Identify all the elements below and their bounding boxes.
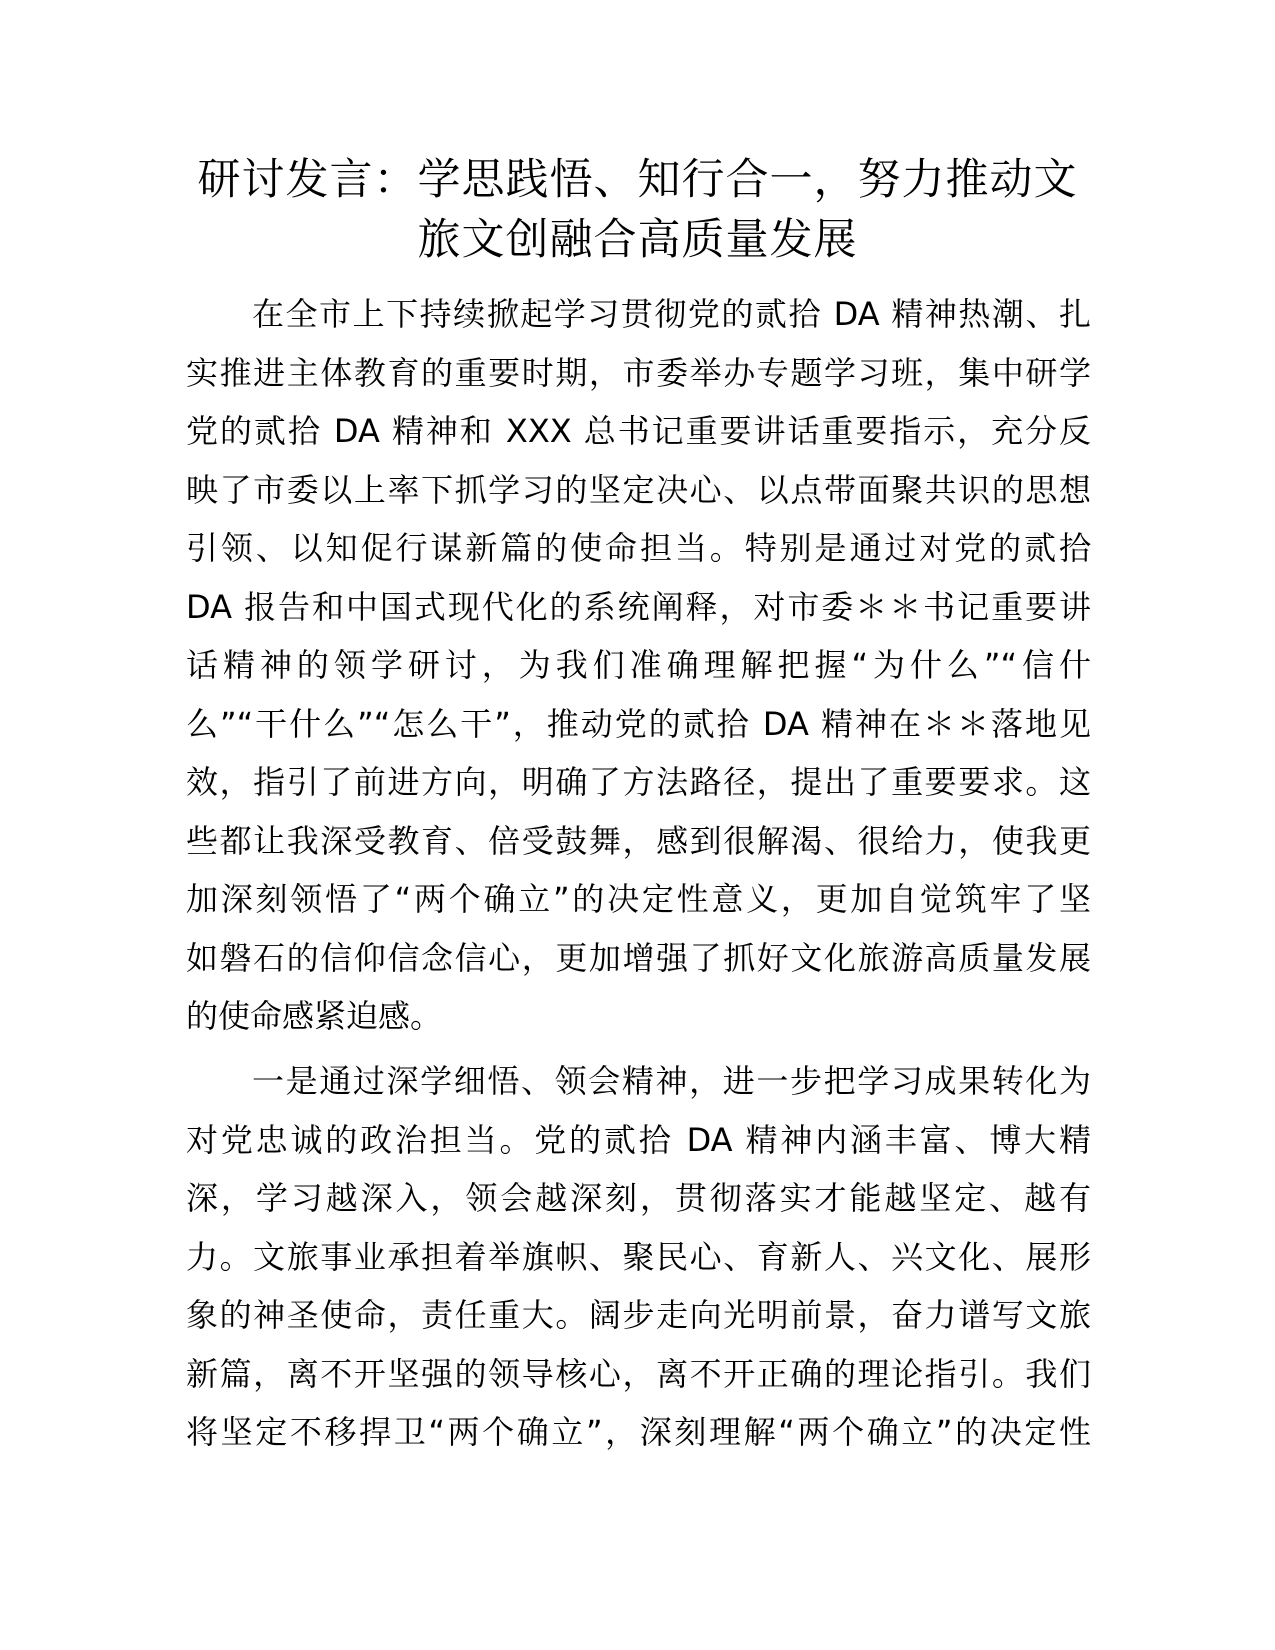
body-paragraph: [186, 285, 1091, 1046]
text-line: 党的贰拾 DA 精神和 XXX 总书记重要讲话重要指示，充分反: [186, 412, 1091, 450]
text-line: 些都让我深受教育、倍受鼓舞，感到很解渴、很给力，使我更: [186, 821, 1091, 860]
text-line: 深，学习越深入，领会越深刻，贯彻落实才能越坚定、越有: [186, 1179, 1091, 1217]
text-line: 映了市委以上率下抓学习的坚定决心、以点带面聚共识的思想: [186, 470, 1091, 509]
text-line: 加深刻领悟了“两个确立”的决定性意义，更加自觉筑牢了坚: [186, 880, 1091, 918]
text-line: DA 报告和中国式现代化的系统阐释，对市委＊＊书记重要讲: [186, 587, 1091, 626]
text-line: 话精神的领学研讨，为我们准确理解把握“为什么”“信什: [186, 646, 1091, 684]
text-line: 一是通过深学细悟、领会精神，进一步把学习成果转化为: [252, 1062, 1091, 1100]
title-line: 旅文创融合高质量发展: [417, 215, 858, 265]
text-line: 的使命感紧迫感。: [186, 997, 443, 1035]
document-title: [170, 150, 1105, 270]
body-paragraph: [186, 1052, 1091, 1462]
text-line: 对党忠诚的政治担当。党的贰拾 DA 精神内涵丰富、博大精: [186, 1120, 1091, 1159]
text-line: 新篇，离不开坚强的领导核心，离不开正确的理论指引。我们: [186, 1354, 1091, 1393]
text-line: 如磐石的信仰信念信心，更加增强了抓好文化旅游高质量发展: [186, 938, 1091, 977]
text-line: 将坚定不移捍卫“两个确立”，深刻理解“两个确立”的决定性: [186, 1413, 1091, 1451]
text-line: 实推进主体教育的重要时期，市委举办专题学习班，集中研学: [186, 353, 1091, 392]
text-line: 在全市上下持续掀起学习贯彻党的贰拾 DA 精神热潮、扎: [252, 295, 1091, 333]
text-line: 么”“干什么”“怎么干”，推动党的贰拾 DA 精神在＊＊落地见: [186, 704, 1091, 743]
title-line: 研讨发言：学思践悟、知行合一，努力推动文: [197, 155, 1078, 205]
text-line: 引领、以知促行谋新篇的使命担当。特别是通过对党的贰拾: [186, 529, 1091, 567]
text-line: 效，指引了前进方向，明确了方法路径，提出了重要要求。这: [186, 763, 1091, 801]
text-line: 力。文旅事业承担着举旗帜、聚民心、育新人、兴文化、展形: [186, 1237, 1091, 1276]
text-line: 象的神圣使命，责任重大。阔步走向光明前景，奋力谱写文旅: [186, 1296, 1091, 1334]
